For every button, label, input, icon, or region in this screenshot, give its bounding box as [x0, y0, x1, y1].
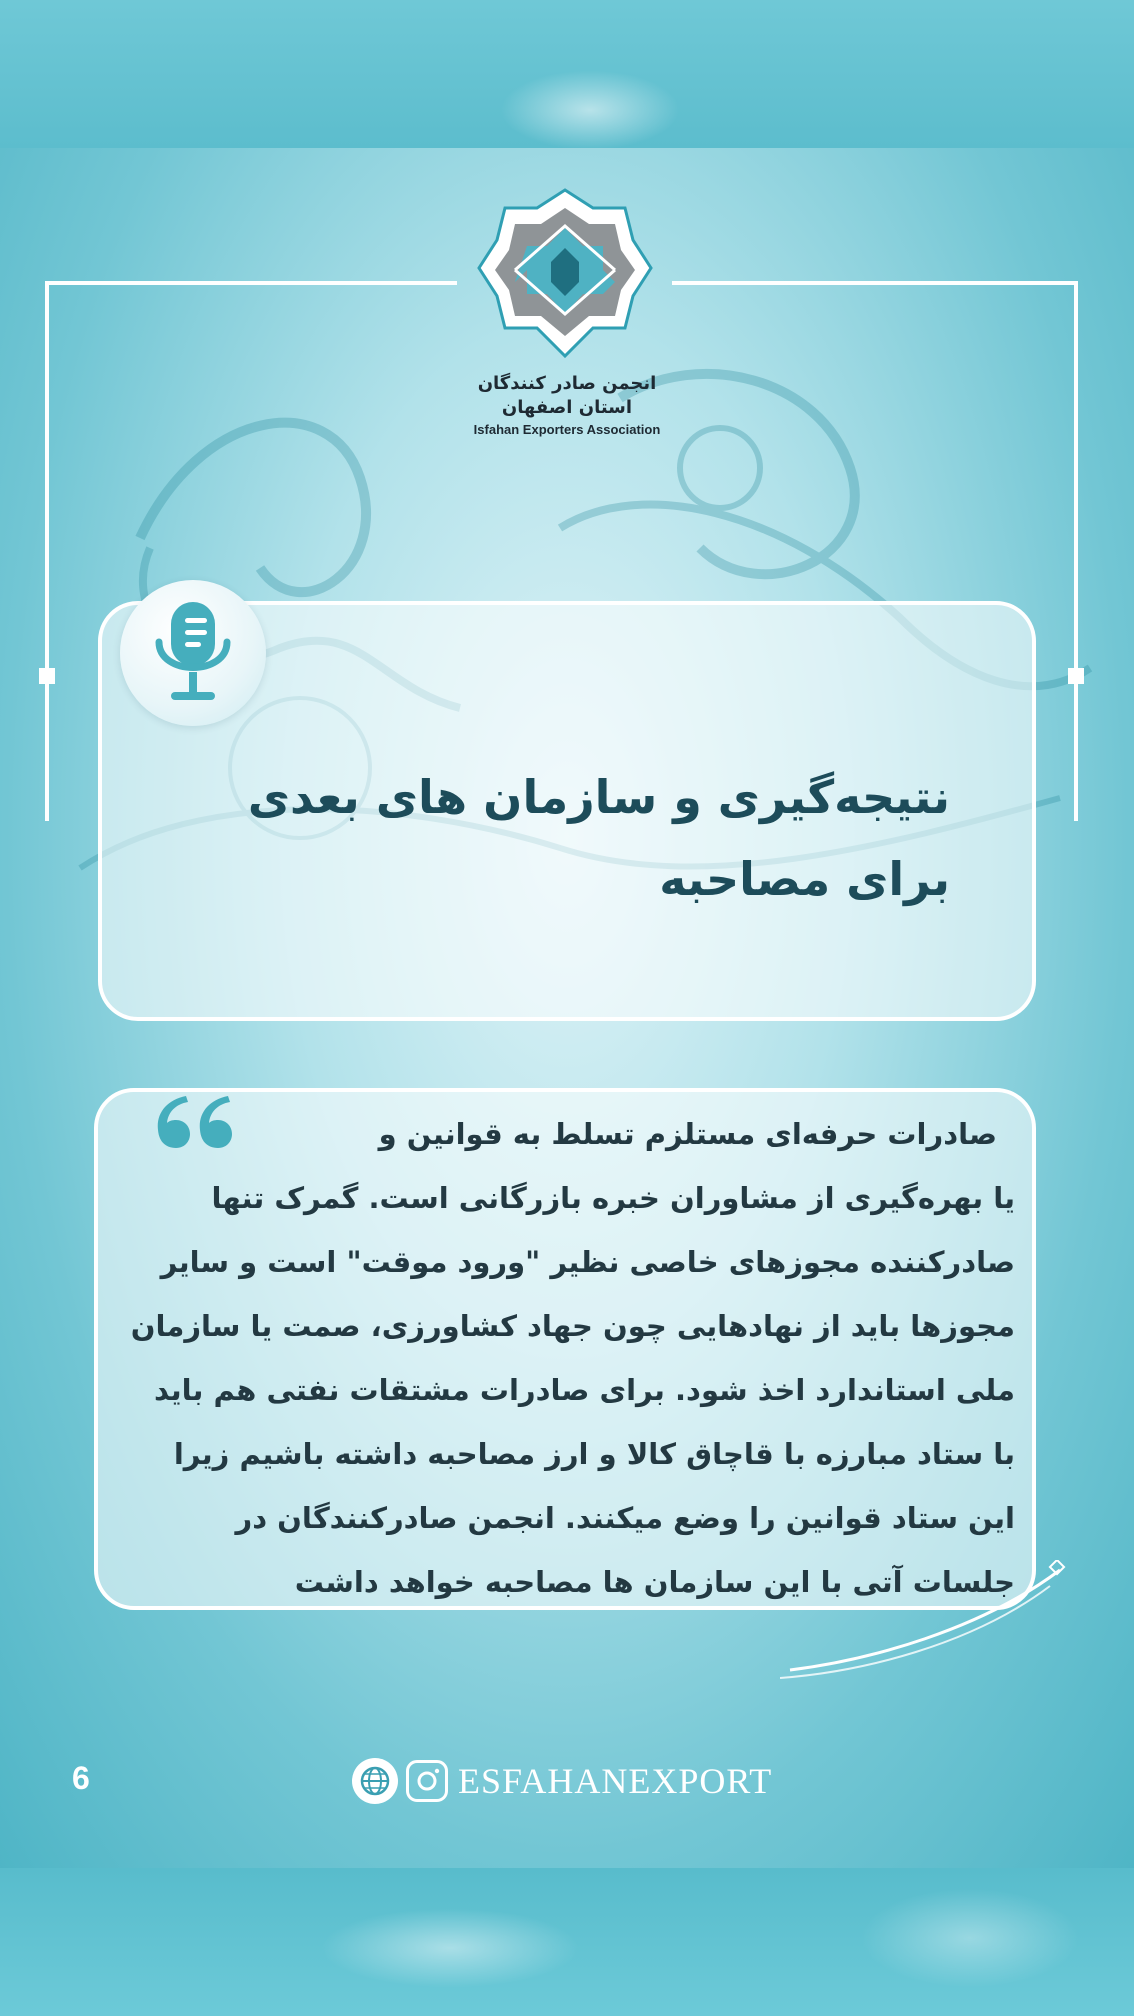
quote-line: این ستاد قوانین را وضع میکنند. انجمن صادرکنندگان در: [235, 1501, 1015, 1535]
brand-name-fa-line2: استان اصفهان: [501, 397, 633, 418]
quote-line: با ستاد مبارزه با قاچاق کالا و ارز مصاحبه داشته باشیم زیرا: [173, 1437, 1015, 1471]
quote-line: صادرات حرفه‌ای مستلزم تسلط به قوانین و: [378, 1117, 997, 1151]
page-title-line2: برای مصاحبه: [659, 852, 950, 906]
frame-dot-left: [39, 668, 55, 684]
quote-line: جلسات آتی با این سازمان ها مصاحبه خواهد داشت: [294, 1565, 1015, 1599]
social-handle[interactable]: ESFAHANEXPORT: [458, 1761, 773, 1801]
page-number: 6: [72, 1760, 90, 1796]
frame-dot-right: [1068, 668, 1084, 684]
page-title-line1: نتیجه‌گیری و سازمان های بعدی: [247, 770, 950, 824]
quote-line: یا بهره‌گیری از مشاوران خبره بازرگانی است. گمرک تنها: [211, 1181, 1015, 1215]
frame-line-left: [45, 281, 49, 821]
quote-line: ملی استاندارد اخذ شود. برای صادرات مشتقات نفتی هم باید: [154, 1373, 1015, 1407]
microphone-icon: [145, 598, 241, 708]
top-blur-band: [0, 0, 1134, 148]
bottom-blur-band: [0, 1868, 1134, 2016]
social-bar: [352, 1758, 772, 1804]
globe-icon[interactable]: [352, 1758, 398, 1804]
association-logo: [475, 186, 655, 366]
frame-line-left-top: [45, 281, 457, 285]
quote-text: [110, 1102, 1015, 1614]
brand-block: [417, 372, 717, 440]
microphone-badge: [120, 580, 266, 726]
instagram-icon[interactable]: [406, 1760, 448, 1802]
frame-line-right: [1074, 281, 1078, 821]
page-title: [140, 756, 950, 920]
brand-name-fa-line1: انجمن صادر کنندگان: [477, 373, 657, 394]
quote-line: مجوزها باید از نهادهایی چون جهاد کشاورزی، صمت یا سازمان: [130, 1309, 1015, 1343]
brand-name-en: Isfahan Exporters Association: [473, 422, 661, 437]
decorative-swoosh: [780, 1560, 1080, 1680]
frame-line-right-top: [672, 281, 1078, 285]
quote-line: صادرکننده مجوزهای خاصی نظیر "ورود موقت" است و سایر: [160, 1245, 1015, 1279]
